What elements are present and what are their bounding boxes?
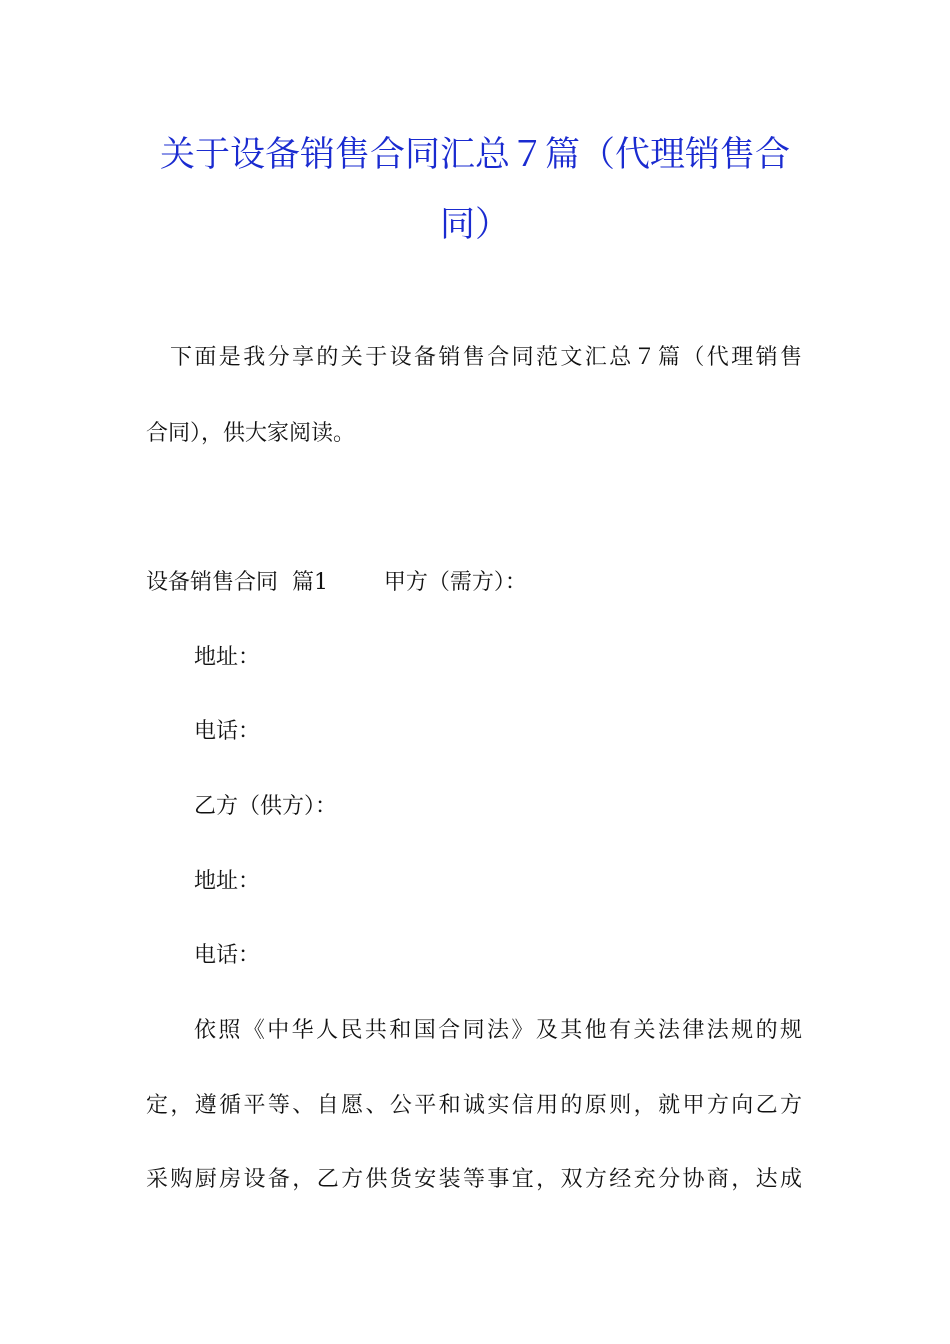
body-paragraph-line-2: 定，遵循平等、自愿、公平和诚实信用的原则，就甲方向乙方 xyxy=(146,1093,802,1118)
party-b-label: 乙方（供方）： xyxy=(194,794,338,819)
party-a-address-label: 地址： xyxy=(194,645,261,670)
party-b-phone-label: 电话： xyxy=(194,943,261,968)
intro-paragraph-line-1: 下面是我分享的关于设备销售合同范文汇总７篇（代理销售 xyxy=(170,345,802,370)
party-b-address-label: 地址： xyxy=(194,869,261,894)
section-heading: 设备销售合同 篇1 甲方（需方）： xyxy=(146,570,527,595)
document-title-line-1: 关于设备销售合同汇总７篇（代理销售合 xyxy=(159,135,790,175)
document-title-line-2: 同） xyxy=(439,205,510,245)
party-a-phone-label: 电话： xyxy=(194,719,261,744)
body-paragraph-line-3: 采购厨房设备，乙方供货安装等事宜，双方经充分协商，达成 xyxy=(146,1167,802,1192)
body-paragraph-line-1: 依照《中华人民共和国合同法》及其他有关法律法规的规 xyxy=(194,1018,802,1043)
intro-paragraph-line-2: 合同），供大家阅读。 xyxy=(146,421,356,446)
